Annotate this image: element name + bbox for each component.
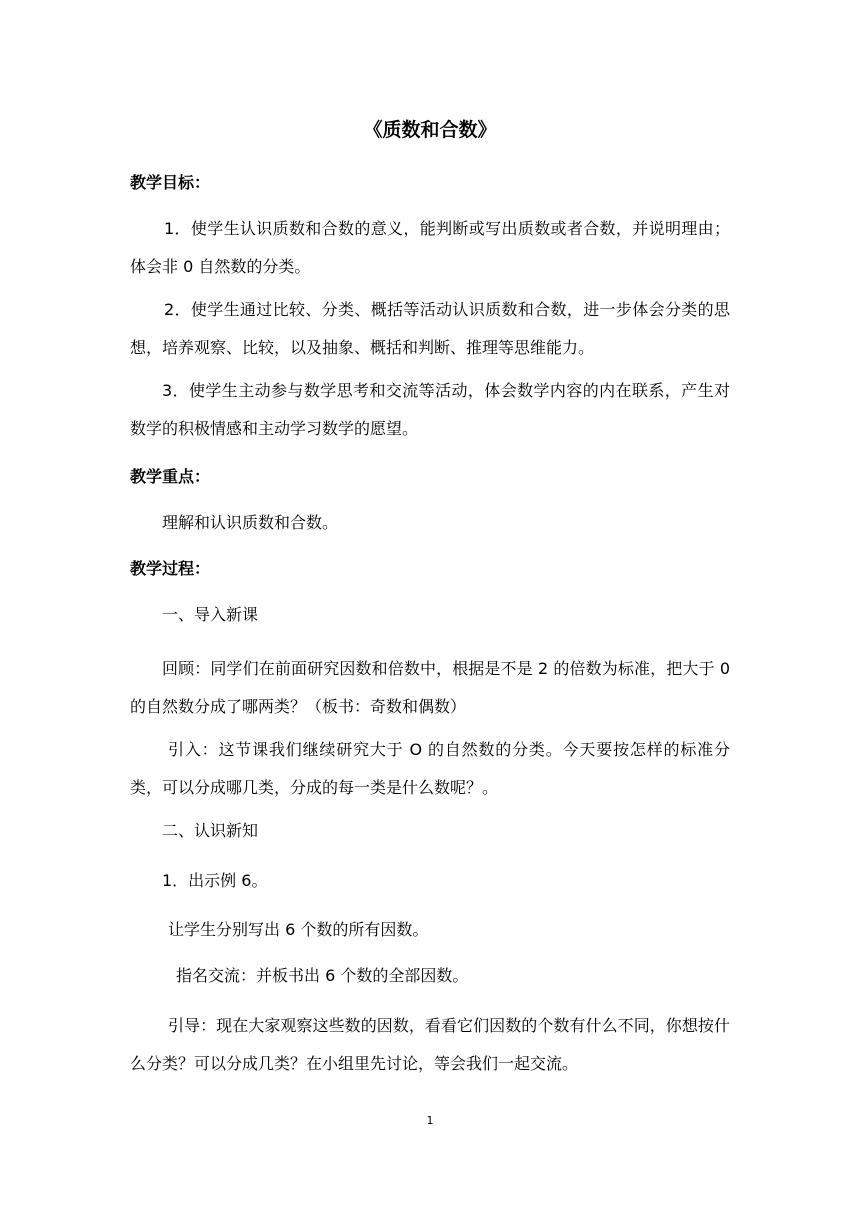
step-write: 让学生分别写出 6 个数的所有因数。: [168, 920, 429, 939]
step-share: 指名交流：并板书出 6 个数的全部因数。: [176, 966, 469, 985]
part-2-heading: 二、认识新知: [162, 821, 259, 840]
goal-3: 3．使学生主动参与数学思考和交流等活动，体会数学内容的内在联系，产生对数学的积极情感和主动学习数学的愿望。: [130, 381, 730, 438]
heading-process: 教学过程：: [130, 559, 211, 578]
goal-2: 2．使学生通过比较、分类、概括等活动认识质数和合数，进一步体会分类的思想，培养观察、比较，以及抽象、概括和判断、推理等思维能力。: [130, 300, 730, 357]
heading-focus: 教学重点：: [130, 467, 211, 486]
goal-1: 1．使学生认识质数和合数的意义，能判断或写出质数或者合数，并说明理由；体会非 0 自然数的分类。: [130, 219, 730, 276]
review-paragraph: 回顾：同学们在前面研究因数和倍数中，根据是不是 2 的倍数为标准，把大于 0 的自然数分成了哪两类？（板书：奇数和偶数）: [130, 659, 730, 716]
part-1-heading: 一、导入新课: [162, 605, 259, 624]
heading-goals: 教学目标：: [130, 173, 211, 192]
focus-text: 理解和认识质数和合数。: [162, 513, 339, 532]
intro-paragraph: 引入：这节课我们继续研究大于 O 的自然数的分类。今天要按怎样的标准分类，可以分成哪几类，分成的每一类是什么数呢？。: [130, 740, 730, 797]
page-number: 1: [426, 1114, 434, 1127]
example-label: 1．出示例 6。: [162, 871, 268, 890]
page-title: 《质数和合数》: [363, 119, 497, 141]
guide-paragraph: 引导：现在大家观察这些数的因数，看看它们因数的个数有什么不同，你想按什么分类？可以分成几类？在小组里先讨论，等会我们一起交流。: [130, 1016, 730, 1073]
